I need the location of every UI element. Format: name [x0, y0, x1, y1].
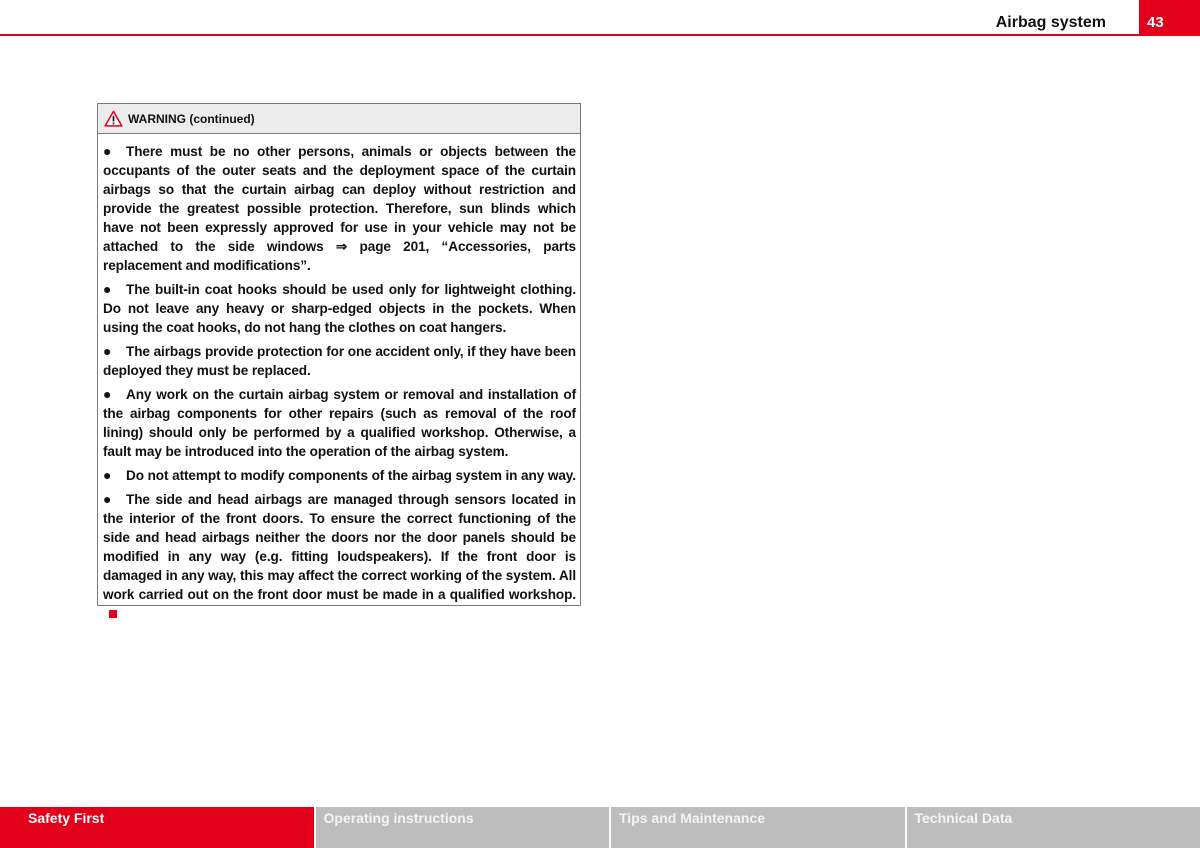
section-title: Airbag system [995, 14, 1106, 31]
warning-item: ● Do not attempt to modify components of the airbag system in any way. [103, 467, 576, 483]
bullet-icon: ● [103, 143, 112, 159]
bullet-icon: ● [103, 467, 112, 483]
bullet-icon: ● [103, 386, 112, 402]
header-rule [0, 34, 1200, 36]
bullet-icon: ● [103, 491, 112, 507]
tab-technical-data[interactable]: Technical Data [905, 807, 1200, 848]
footer-nav [0, 807, 1200, 848]
warning-item: ● The side and head airbags are managed through sensors located in the interior of the front doors. To ensure the correct functioning of the side and head airbags neither the doors nor the door panels should be modified in any way (e.g. fitting loudspeakers). If the front door is damaged in any way, this may affect the correct working of the system. All work carried out on the front door must be made in a qualified workshop. [103, 490, 576, 623]
warning-header [98, 104, 580, 134]
warning-box [97, 103, 581, 606]
tab-safety-first[interactable]: Safety First [0, 807, 314, 848]
warning-item: ● Any work on the curtain airbag system or removal and installation of the airbag components for other repairs (such as removal of the roof lining) should only be performed by a qualified workshop. Otherwise, a fault may be introduced into the operation of the airbag system. [103, 386, 576, 459]
warning-title: WARNING (continued) [128, 111, 255, 126]
bullet-icon: ● [103, 343, 112, 359]
warning-triangle-icon [104, 110, 123, 127]
tab-operating-instructions[interactable]: Operating instructions [314, 807, 610, 848]
warning-item: ● There must be no other persons, animals or objects between the occupants of the outer seats and the deployment space of the curtain airbags so that the curtain airbag can deploy without restriction and provide the greatest possible protection. Therefore, sun blinds which have not been expressly approved for use in your vehicle may not be attached to the side windows ⇒ page 201, “Accessories, parts replacement and modifications”. [103, 143, 576, 273]
warning-body [98, 134, 580, 623]
tab-tips-and-maintenance[interactable]: Tips and Maintenance [609, 807, 905, 848]
page-number: 43 [1139, 0, 1200, 36]
warning-item: ● The built-in coat hooks should be used only for lightweight clothing. Do not leave any heavy or sharp-edged objects in the pockets. When using the coat hooks, do not hang the clothes on coat hangers. [103, 281, 576, 335]
bullet-icon: ● [103, 281, 112, 297]
warning-item: ● The airbags provide protection for one accident only, if they have been deployed they must be replaced. [103, 343, 576, 378]
section-end-icon [109, 610, 117, 618]
